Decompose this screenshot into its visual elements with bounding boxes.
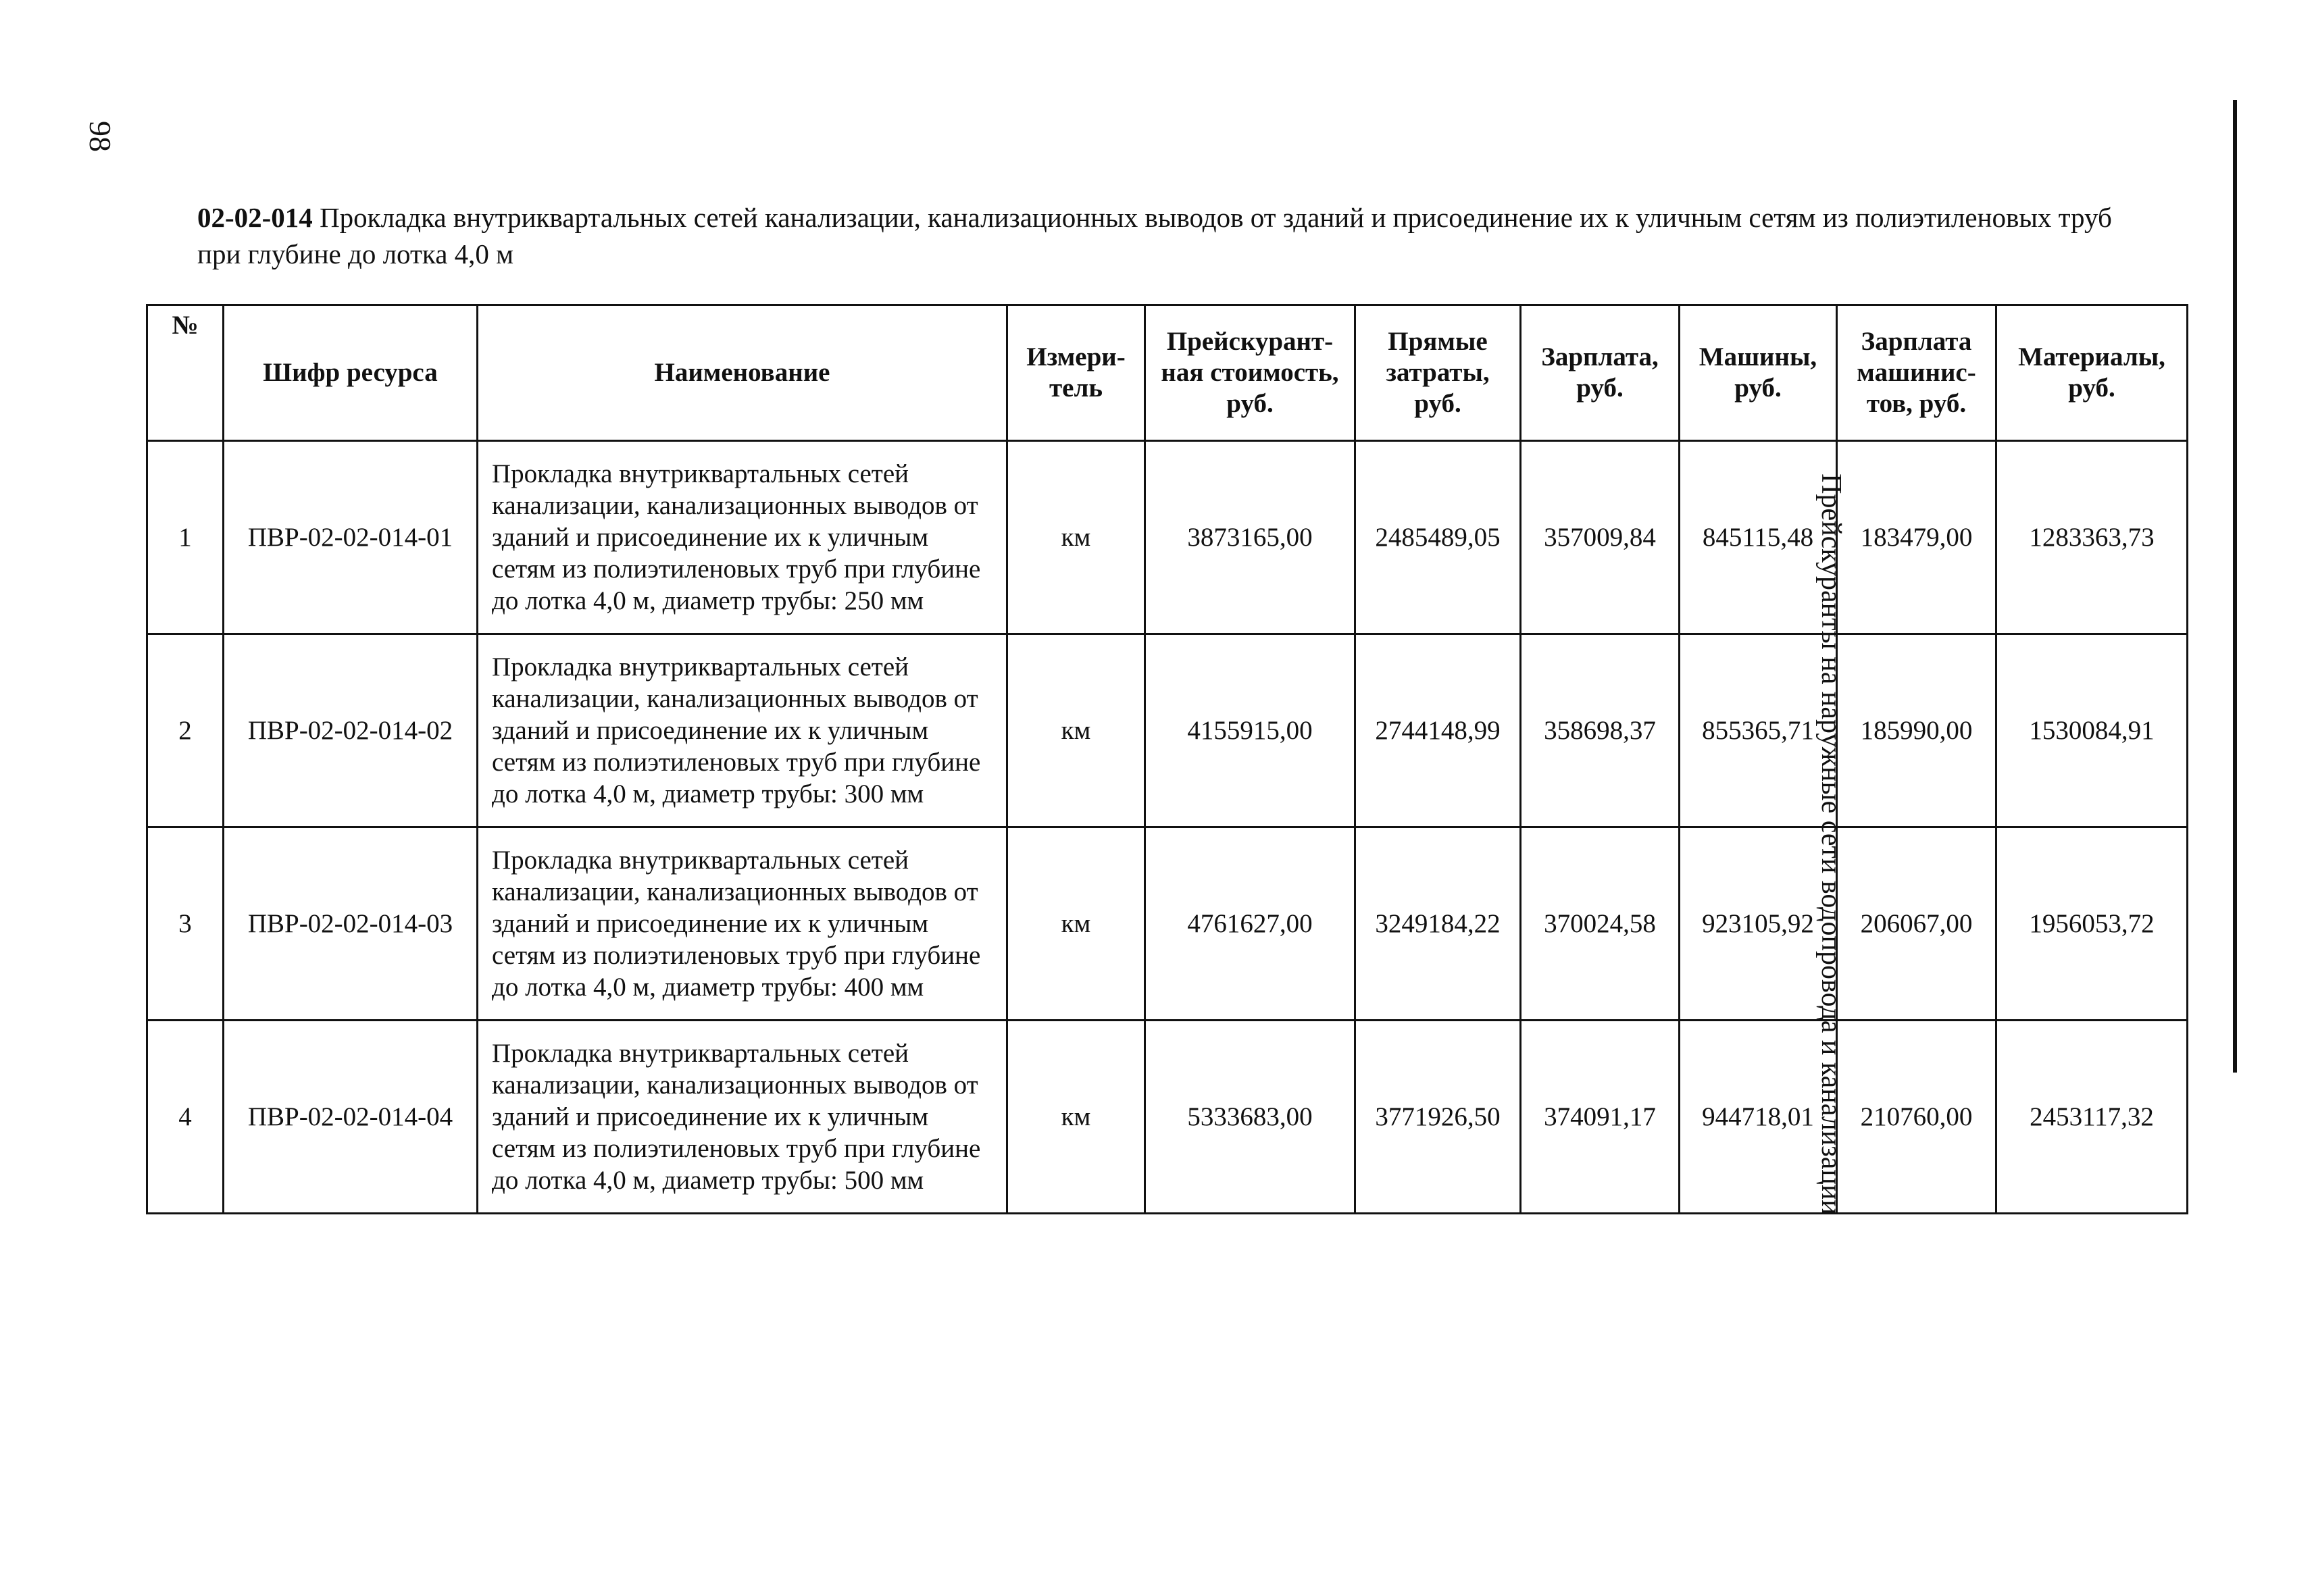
table-row <box>147 441 2188 634</box>
cell-direct-costs: 2744148,99 <box>1355 634 1521 827</box>
cell-name: Прокладка внутриквартальных сетей канализации, канализационных выводов от зданий и присоединение их к уличным сетям из полиэтиленовых труб при глубине до лотка 4,0 м, диаметр трубы: 500 мм <box>478 1021 1007 1214</box>
cell-code: ПВР-02-02-014-01 <box>224 441 478 634</box>
cell-materials: 1956053,72 <box>1996 827 2188 1021</box>
page-number: 98 <box>83 121 118 152</box>
cell-salary: 370024,58 <box>1521 827 1680 1021</box>
cell-no: 2 <box>147 634 224 827</box>
header-code: Шифр ресурса <box>224 305 478 441</box>
cell-machines: 923105,92 <box>1680 827 1837 1021</box>
header-salary: Зарплата, руб. <box>1521 305 1680 441</box>
table-row <box>147 634 2188 827</box>
cell-name: Прокладка внутриквартальных сетей канализации, канализационных выводов от зданий и присоединение их к уличным сетям из полиэтиленовых труб при глубине до лотка 4,0 м, диаметр трубы: 300 мм <box>478 634 1007 827</box>
cell-salary: 374091,17 <box>1521 1021 1680 1214</box>
cell-salary: 357009,84 <box>1521 441 1680 634</box>
cell-code: ПВР-02-02-014-04 <box>224 1021 478 1214</box>
cell-direct-costs: 3771926,50 <box>1355 1021 1521 1214</box>
cell-unit: км <box>1007 1021 1145 1214</box>
header-no: № <box>147 305 224 441</box>
cell-code: ПВР-02-02-014-02 <box>224 634 478 827</box>
header-price: Прейскурант-ная стоимость, руб. <box>1145 305 1355 441</box>
cell-price: 4155915,00 <box>1145 634 1355 827</box>
cell-salary: 358698,37 <box>1521 634 1680 827</box>
cell-unit: км <box>1007 827 1145 1021</box>
header-materials: Материалы, руб. <box>1996 305 2188 441</box>
cell-price: 5333683,00 <box>1145 1021 1355 1214</box>
price-table <box>146 304 2188 1214</box>
cell-no: 4 <box>147 1021 224 1214</box>
cell-machines: 845115,48 <box>1680 441 1837 634</box>
cell-no: 1 <box>147 441 224 634</box>
header-machinist-salary: Зарплата машинис-тов, руб. <box>1837 305 1996 441</box>
cell-name: Прокладка внутриквартальных сетей канализации, канализационных выводов от зданий и присоединение их к уличным сетям из полиэтиленовых труб при глубине до лотка 4,0 м, диаметр трубы: 400 мм <box>478 827 1007 1021</box>
cell-machines: 944718,01 <box>1680 1021 1837 1214</box>
cell-price: 3873165,00 <box>1145 441 1355 634</box>
running-title-rule <box>2233 100 2237 1073</box>
header-machines: Машины, руб. <box>1680 305 1837 441</box>
section-code: 02-02-014 <box>197 202 313 233</box>
cell-code: ПВР-02-02-014-03 <box>224 827 478 1021</box>
cell-direct-costs: 2485489,05 <box>1355 441 1521 634</box>
cell-machinist-salary: 210760,00 <box>1837 1021 1996 1214</box>
header-direct-costs: Прямые затраты, руб. <box>1355 305 1521 441</box>
cell-materials: 1283363,73 <box>1996 441 2188 634</box>
section-heading <box>197 199 2157 272</box>
cell-machinist-salary: 206067,00 <box>1837 827 1996 1021</box>
cell-machinist-salary: 185990,00 <box>1837 634 1996 827</box>
cell-price: 4761627,00 <box>1145 827 1355 1021</box>
cell-machines: 855365,71 <box>1680 634 1837 827</box>
cell-unit: км <box>1007 634 1145 827</box>
cell-no: 3 <box>147 827 224 1021</box>
table-row <box>147 827 2188 1021</box>
header-name: Наименование <box>478 305 1007 441</box>
cell-materials: 2453117,32 <box>1996 1021 2188 1214</box>
header-row <box>147 305 2188 441</box>
cell-name: Прокладка внутриквартальных сетей канализации, канализационных выводов от зданий и присоединение их к уличным сетям из полиэтиленовых труб при глубине до лотка 4,0 м, диаметр трубы: 250 мм <box>478 441 1007 634</box>
cell-machinist-salary: 183479,00 <box>1837 441 1996 634</box>
cell-direct-costs: 3249184,22 <box>1355 827 1521 1021</box>
cell-materials: 1530084,91 <box>1996 634 2188 827</box>
section-title: Прокладка внутриквартальных сетей канализации, канализационных выводов от зданий и присоединение их к уличным сетям из полиэтиленовых труб при глубине до лотка 4,0 м <box>197 202 2112 269</box>
table-row <box>147 1021 2188 1214</box>
running-title: Прейскуранты на наружные сети водопровода и канализации <box>1815 473 1846 1215</box>
header-unit: Измери-тель <box>1007 305 1145 441</box>
cell-unit: км <box>1007 441 1145 634</box>
